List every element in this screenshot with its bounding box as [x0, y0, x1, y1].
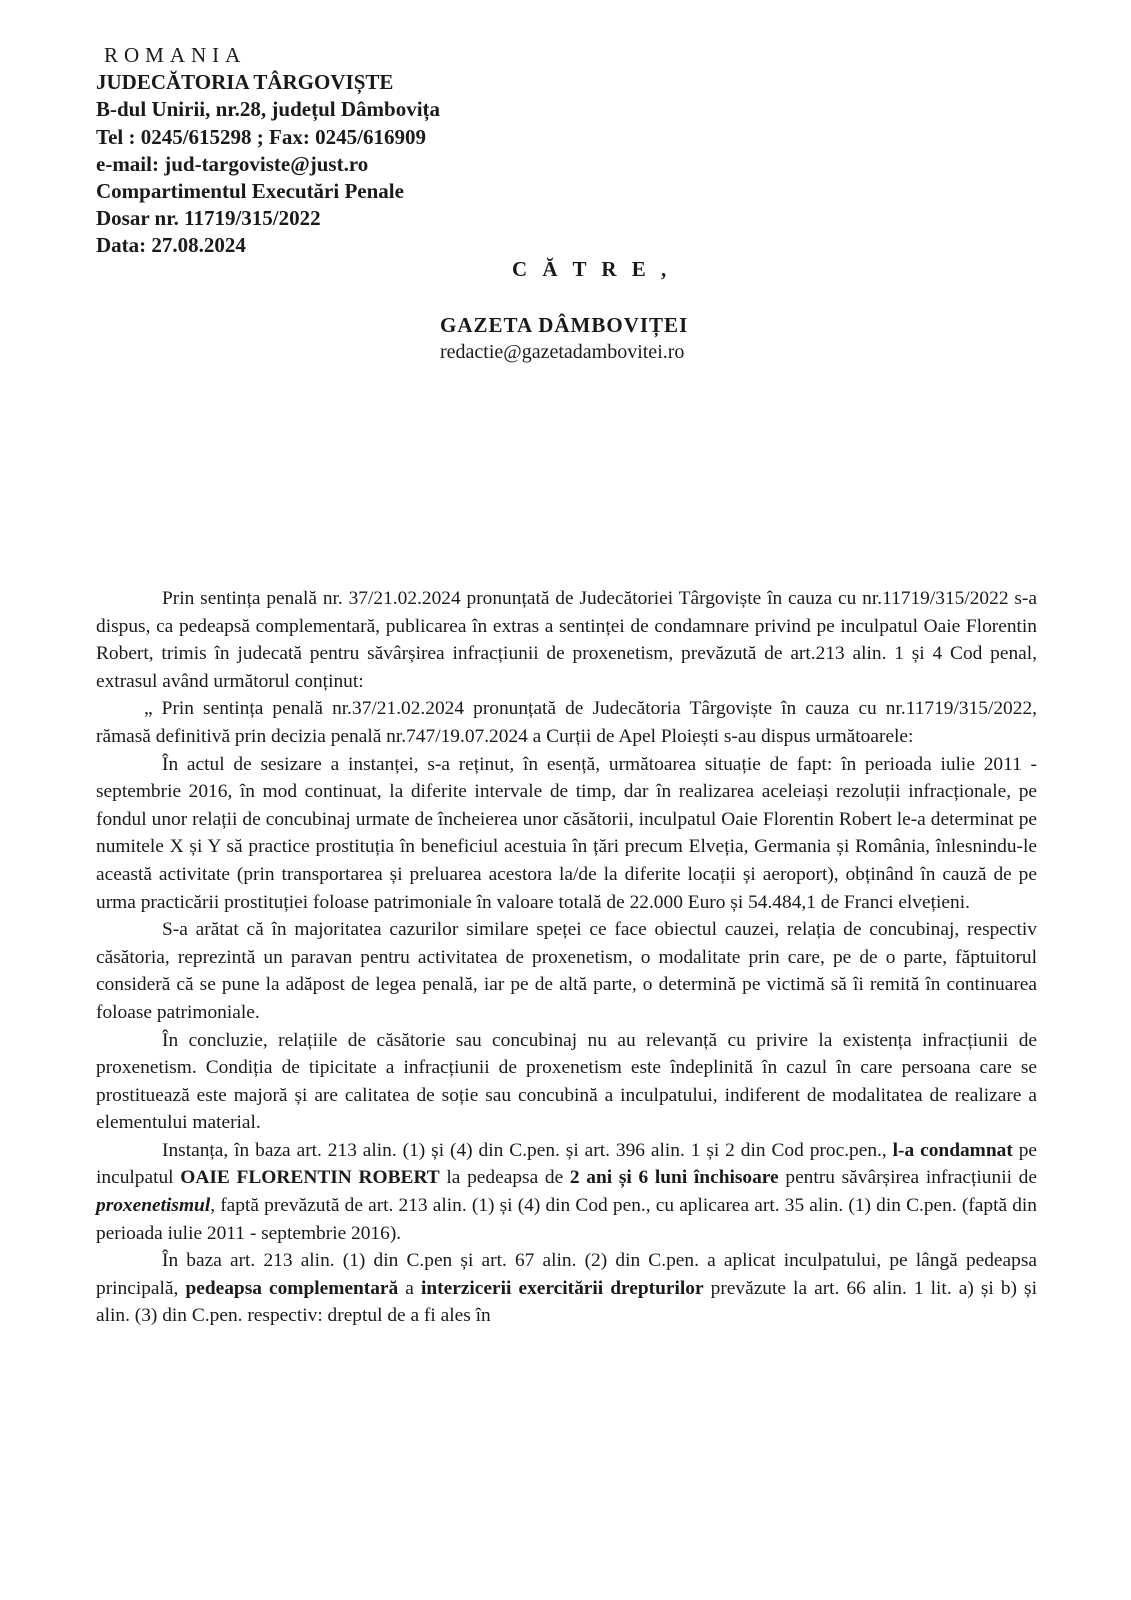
body-paragraph-6: [96, 1137, 1037, 1247]
p6-bold-sentence: 2 ani și 6 luni închisoare: [569, 1167, 779, 1189]
country-name: ROMANIA: [104, 43, 247, 67]
department-name: Compartimentul Executări Penale: [96, 179, 404, 204]
court-phone-fax: Tel : 0245/615298 ; Fax: 0245/616909: [96, 124, 426, 149]
file-number: Dosar nr. 11719/315/2022: [96, 206, 321, 231]
p6-text-g: pentru săvârșirea infracțiunii de: [778, 1167, 1037, 1189]
p6-bold-defendant-name: OAIE FLORENTIN ROBERT: [180, 1167, 440, 1189]
court-address: B-dul Unirii, nr.28, județul Dâmbovița: [96, 97, 441, 122]
letter-body: [96, 585, 1037, 1330]
p6-text-a: Instanța, în baza art. 213 alin. (1) și (4) din C.pen. și art. 396 alin. 1 și 2 din Cod proc.pen.,: [162, 1139, 893, 1161]
p6-text-c: pe inculpatul: [96, 1139, 1038, 1189]
body-paragraph-3: În actul de sesizare a instanței, s-a reținut, în esență, următoarea situație de fapt: în perioada iulie 2011 - septembrie 2016, în mod continuat, la diferite intervale de timp, dar în realizarea aceleiași rezoluții infracționale, pe fondul unor relații de concubinaj urmate de încheierea unor căsătorii, inculpatul Oaie Florentin Robert le-a determinat pe numitele X și Y să practice prostituția în beneficiul acestuia în țări precum Elveția, Germania și România, înlesnindu-le această activitate (prin transportarea și preluarea acestora la/de la diferite locații și aeroport), obținând în cauză de pe urma practicării prostituției foloase patrimoniale în valoare totală de 22.000 Euro și 54.484,1 de Franci elvețieni.: [96, 753, 1037, 913]
body-paragraph-5: În concluzie, relațiile de căsătorie sau concubinaj nu au relevanță cu privire la existența infracțiunii de proxenetism. Condiția de tipicitate a infracțiunii de proxenetism este îndeplinită în cazul în care persoana care se prostituează este majoră și are calitatea de soție sau concubină a inculpatului, indiferent de modalitatea de realizare a elementului material.: [96, 1029, 1037, 1134]
body-paragraph-2: „ Prin sentința penală nr.37/21.02.2024 pronunțată de Judecătoria Târgoviște în cauza cu nr.11719/315/2022, rămasă definitivă prin decizia penală nr.747/19.07.2024 a Curții de Apel Ploiești s-au dispus următoarele:: [96, 698, 1037, 747]
p6-bold-condemned: l-a condamnat: [892, 1139, 1013, 1161]
addressee-name: GAZETA DÂMBOVIȚEI: [440, 313, 689, 337]
letterhead: [96, 42, 440, 260]
court-name: JUDECĂTORIA TÂRGOVIȘTE: [96, 70, 394, 95]
body-paragraph-1: Prin sentința penală nr. 37/21.02.2024 pronunțată de Judecătoriei Târgoviște în cauza cu nr.11719/315/2022 s-a dispus, ca pedeapsă complementară, publicarea în extras a sentinței de condamnare privind pe inculpatul Oaie Florentin Robert, trimis în judecată pentru săvârșirea infracțiunii de proxenetism, prevăzută de art.213 alin. 1 și 4 Cod penal, extrasul având următorul conținut:: [96, 588, 1037, 692]
p7-bold-rights: interzicerii exercitării drepturilor: [420, 1277, 704, 1299]
p7-bold-complementary: pedeapsa complementară: [185, 1277, 399, 1299]
p7-text-c: a: [398, 1277, 421, 1299]
body-paragraph-7: [96, 1247, 1037, 1330]
court-email: e-mail: jud-targoviste@just.ro: [96, 151, 369, 176]
document-date: Data: 27.08.2024: [96, 233, 246, 258]
p7-text-a: În baza art. 213 alin. (1) din C.pen și art. 67 alin. (2) din C.pen. a aplicat inculpatului, pe lângă pedeapsa principală,: [96, 1250, 1037, 1299]
addressee-email: redactie@gazetadambovitei.ro: [440, 341, 685, 363]
addressee-label: C Ă T R E ,: [512, 257, 672, 281]
p6-italic-offence: proxenetismul: [96, 1195, 211, 1217]
p6-text-e: la pedeapsa de: [439, 1167, 570, 1189]
body-paragraph-4: S-a arătat că în majoritatea cazurilor similare speței ce face obiectul cauzei, relația de concubinaj, respectiv căsătoria, reprezintă un paravan pentru activitatea de proxenetism, o modalitate prin care, pe de o parte, făptuitorul consideră că se pune la adăpost de legea penală, iar pe de altă parte, o determină pe victimă să îi remită în continuarea foloase patrimoniale.: [96, 919, 1037, 1023]
p6-text-i: , faptă prevăzută de art. 213 alin. (1) și (4) din Cod pen., cu aplicarea art. 35 alin. (1) din C.pen. (faptă din perioada iulie 2011 - septembrie 2016).: [96, 1195, 1037, 1244]
p7-text-e: prevăzute la art. 66 alin. 1 lit. a) și b) și alin. (3) din C.pen. respectiv: dreptul de a fi ales în: [96, 1277, 1037, 1327]
